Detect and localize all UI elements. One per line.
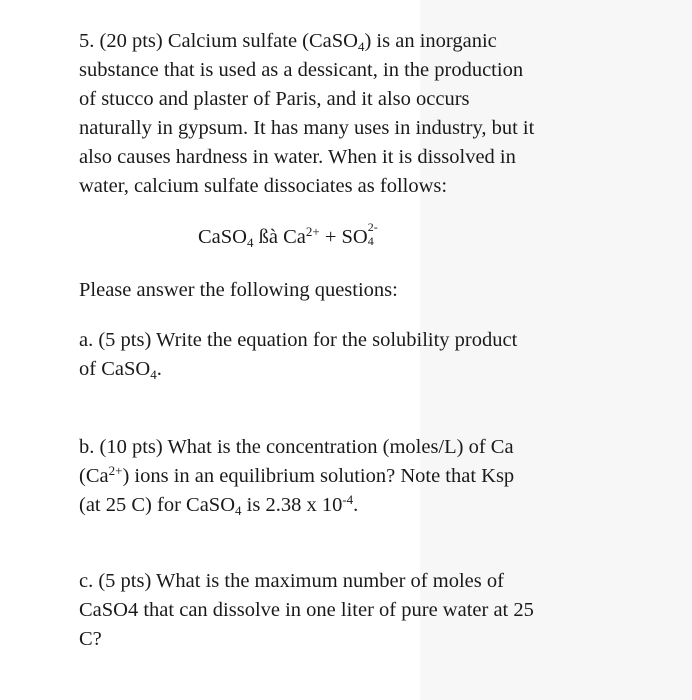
intro-line-6: water, calcium sulfate dissociates as follows: [79, 175, 448, 197]
intro-line-5: also causes hardness in water. When it is dissolved in [79, 146, 516, 168]
part-b-line-1: b. (10 pts) What is the concentration (moles/L) of Ca [79, 436, 514, 458]
part-c-line-1: c. (5 pts) What is the maximum number of moles of [79, 570, 504, 592]
equilibrium-arrow-glyph: ßà [258, 226, 278, 248]
intro-line-4: naturally in gypsum. It has many uses in industry, but it [79, 117, 535, 139]
part-b-line-2: $(Ca^{2+})$ ions in an equilibrium solution? Note that Ksp [79, 463, 515, 487]
part-a-line-1: a. (5 pts) Write the equation for the solubility product [79, 329, 518, 351]
instruction-text: Please answer the following questions: [79, 279, 398, 301]
intro-line-1: 5. (20 pts) Calcium sulfate (CaSO$_4$) is an inorganic [79, 30, 497, 54]
part-c-line-2: CaSO4 that can dissolve in one liter of pure water at 25 [79, 599, 534, 621]
part-a-line-2: of CaSO$_4$. [79, 358, 162, 382]
intro-line-3: of stucco and plaster of Paris, and it also occurs [79, 88, 470, 110]
intro-line-2: substance that is used as a dessicant, in the production [79, 59, 524, 81]
dissociation-equation: CaSO$_4$ ßà $Ca^{2+}$ + SO 2- 4 [198, 220, 378, 250]
part-b-line-3: (at 25 C) for CaSO$_4$ is 2.38 x $10^{-4}$. [79, 492, 359, 518]
part-c-line-3: C? [79, 628, 102, 650]
